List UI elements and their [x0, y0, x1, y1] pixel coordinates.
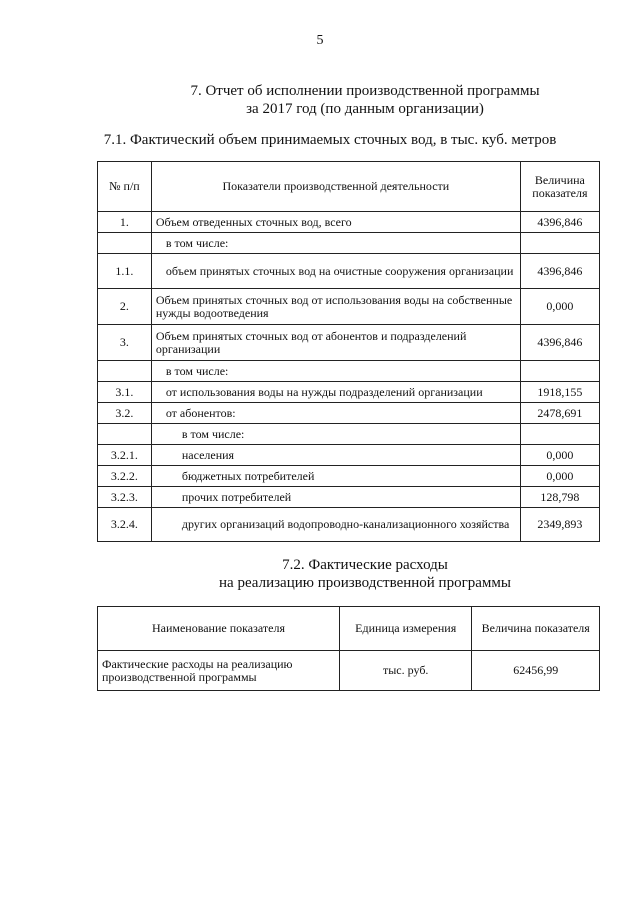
row-num: 1. — [98, 212, 152, 233]
row-name: в том числе: — [151, 233, 520, 254]
row-num: 3.2.4. — [98, 508, 152, 542]
header-unit: Единица измерения — [339, 607, 472, 651]
section-7-2-title — [0, 556, 640, 592]
wastewater-volume-table — [97, 161, 600, 542]
row-num: 1.1. — [98, 254, 152, 289]
header-num: № п/п — [98, 162, 152, 212]
row-num — [98, 233, 152, 254]
table-row — [98, 254, 600, 289]
row-value: 0,000 — [520, 289, 599, 325]
row-name: в том числе: — [151, 424, 520, 445]
row-value: 4396,846 — [520, 212, 599, 233]
header-value-line2: показателя — [532, 185, 588, 200]
row-value — [520, 424, 599, 445]
row-value — [520, 233, 599, 254]
row-name: Объем принятых сточных вод от использования воды на собственные нужды водоотведения — [151, 289, 520, 325]
table-row — [98, 466, 600, 487]
table-row — [98, 651, 600, 691]
row-name: Объем отведенных сточных вод, всего — [151, 212, 520, 233]
section-7-2-title-line1: 7.2. Фактические расходы — [282, 557, 448, 573]
row-name: населения — [151, 445, 520, 466]
table-row — [98, 233, 600, 254]
row-num — [98, 361, 152, 382]
row-name: объем принятых сточных вод на очистные сооружения организации — [151, 254, 520, 289]
row-num: 3.2. — [98, 403, 152, 424]
row-name: других организаций водопроводно-канализационного хозяйства — [151, 508, 520, 542]
table-row — [98, 212, 600, 233]
row-num: 3.2.2. — [98, 466, 152, 487]
row-name: в том числе: — [151, 361, 520, 382]
row-value: 4396,846 — [520, 325, 599, 361]
table-row — [98, 508, 600, 542]
page-number: 5 — [316, 33, 324, 48]
row-value — [520, 361, 599, 382]
row-value: 2349,893 — [520, 508, 599, 542]
expenses-table — [97, 606, 600, 691]
row-unit: тыс. руб. — [339, 651, 472, 691]
row-value: 4396,846 — [520, 254, 599, 289]
table-row — [98, 487, 600, 508]
section-7-title-line1: 7. Отчет об исполнении производственной программы — [190, 83, 540, 99]
table-header-row — [98, 162, 600, 212]
row-value: 0,000 — [520, 466, 599, 487]
header-value: Величина показателя — [472, 607, 600, 651]
row-value: 0,000 — [520, 445, 599, 466]
table-row — [98, 424, 600, 445]
header-indicator-name: Наименование показателя — [98, 607, 340, 651]
header-name: Показатели производственной деятельности — [151, 162, 520, 212]
section-7-title — [0, 82, 640, 118]
row-num: 2. — [98, 289, 152, 325]
row-value: 2478,691 — [520, 403, 599, 424]
row-num — [98, 424, 152, 445]
row-value: 62456,99 — [472, 651, 600, 691]
row-name: от абонентов: — [151, 403, 520, 424]
row-num: 3.2.1. — [98, 445, 152, 466]
table-header-row — [98, 607, 600, 651]
section-7-title-line2: за 2017 год (по данным организации) — [246, 101, 484, 117]
row-value: 1918,155 — [520, 382, 599, 403]
header-value-line1: Величина — [534, 172, 585, 187]
table-row — [98, 382, 600, 403]
row-value: 128,798 — [520, 487, 599, 508]
row-num: 3. — [98, 325, 152, 361]
table-row — [98, 445, 600, 466]
row-num: 3.2.3. — [98, 487, 152, 508]
section-7-1-title: 7.1. Фактический объем принимаемых сточных вод, в тыс. куб. метров — [103, 132, 557, 148]
header-value — [520, 162, 599, 212]
row-name: прочих потребителей — [151, 487, 520, 508]
row-num: 3.1. — [98, 382, 152, 403]
table-row — [98, 325, 600, 361]
table-row — [98, 289, 600, 325]
table-row — [98, 361, 600, 382]
table-row — [98, 403, 600, 424]
row-name: Объем принятых сточных вод от абонентов и подразделений организации — [151, 325, 520, 361]
row-name: Фактические расходы на реализацию производственной программы — [98, 651, 340, 691]
row-name: от использования воды на нужды подразделений организации — [151, 382, 520, 403]
row-name: бюджетных потребителей — [151, 466, 520, 487]
section-7-2-title-line2: на реализацию производственной программы — [219, 575, 511, 591]
